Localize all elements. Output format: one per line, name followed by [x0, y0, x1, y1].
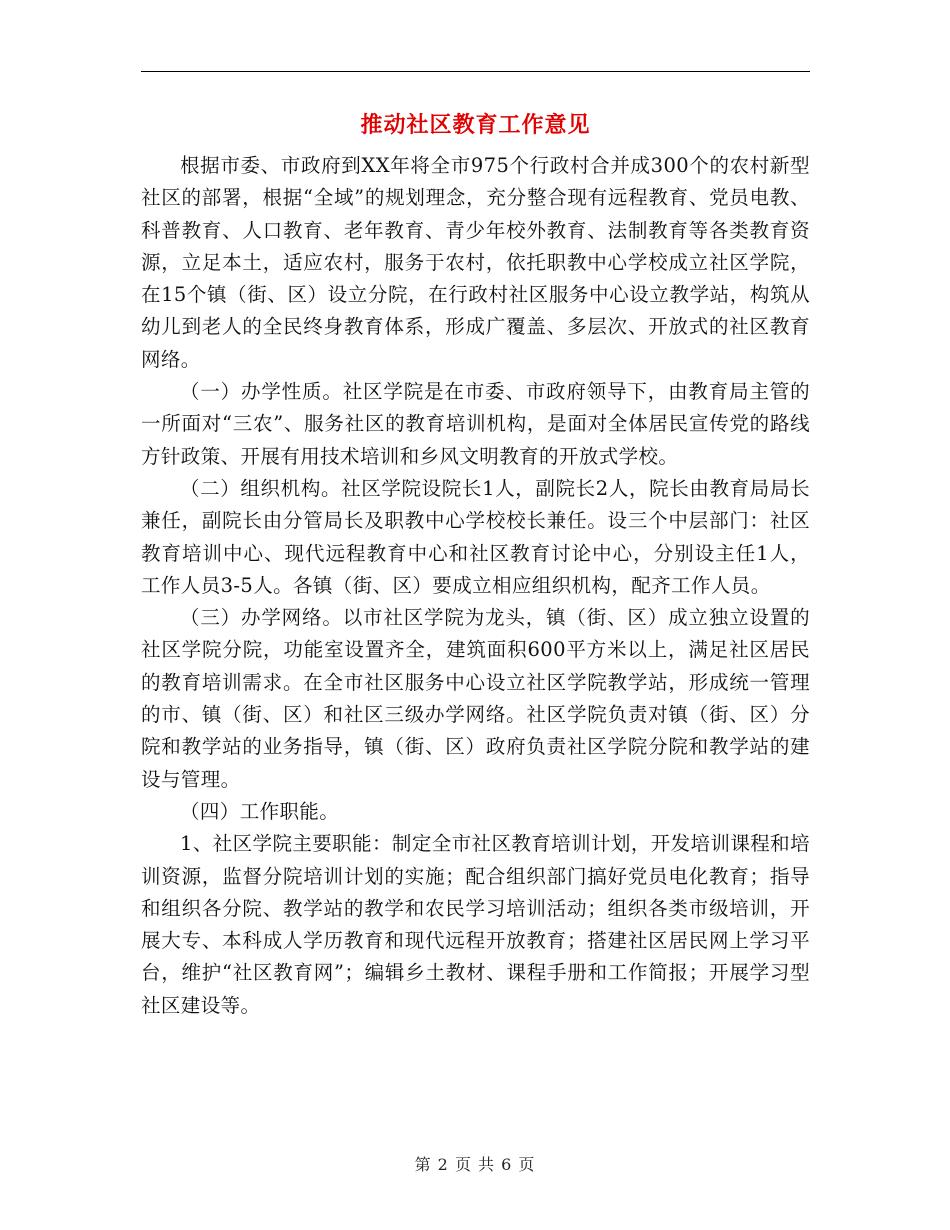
document-body [141, 150, 810, 1022]
page-number-footer: 第 2 页 共 6 页 [414, 1155, 536, 1174]
paragraph-school-nature: （一）办学性质。社区学院是在市委、市政府领导下，由教育局主管的一所面对“三农”、服务社区的教育培训机构，是面对全体居民宣传党的路线方针政策、开展有用技术培训和乡风文明教育的开放式学校。 [141, 380, 810, 468]
paragraph-intro: 根据市委、市政府到XX年将全市975个行政村合并成300个的农村新型社区的部署，根据“全域”的规划理念，充分整合现有远程教育、党员电教、科普教育、人口教育、老年教育、青少年校外教育、法制教育等各类教育资源，立足本土，适应农村，服务于农村，依托职教中心学校成立社区学院，在15个镇（街、区）设立分院，在行政村社区服务中心设立教学站，构筑从幼儿到老人的全民终身教育体系，形成广覆盖、多层次、开放式的社区教育网络。 [141, 154, 810, 371]
document-title: 推动社区教育工作意见 [360, 112, 591, 138]
paragraph-work-functions-heading: （四）工作职能。 [180, 799, 340, 823]
paragraph-organization: （二）组织机构。社区学院设院长1人，副院长2人，院长由教育局局长兼任，副院长由分管局长及职教中心学校校长兼任。设三个中层部门：社区教育培训中心、现代远程教育中心和社区教育讨论中心，分别设主任1人，工作人员3-5人。各镇（街、区）要成立相应组织机构，配齐工作人员。 [141, 476, 810, 597]
paragraph-main-functions: 1、社区学院主要职能：制定全市社区教育培训计划，开发培训课程和培训资源，监督分院培训计划的实施；配合组织部门搞好党员电化教育；指导和组织各分院、教学站的教学和农民学习培训活动；组织各类市级培训，开展大专、本科成人学历教育和现代远程开放教育；搭建社区居民网上学习平台，维护“社区教育网”；编辑乡土教材、课程手册和工作简报；开展学习型社区建设等。 [141, 832, 810, 1017]
paragraph-school-network: （三）办学网络。以市社区学院为龙头，镇（街、区）成立独立设置的社区学院分院，功能室设置齐全，建筑面积600平方米以上，满足社区居民的教育培训需求。在全市社区服务中心设立社区学院教学站，形成统一管理的市、镇（街、区）和社区三级办学网络。社区学院负责对镇（街、区）分院和教学站的业务指导，镇（街、区）政府负责社区学院分院和教学站的建设与管理。 [141, 606, 810, 791]
header-rule [141, 71, 810, 72]
